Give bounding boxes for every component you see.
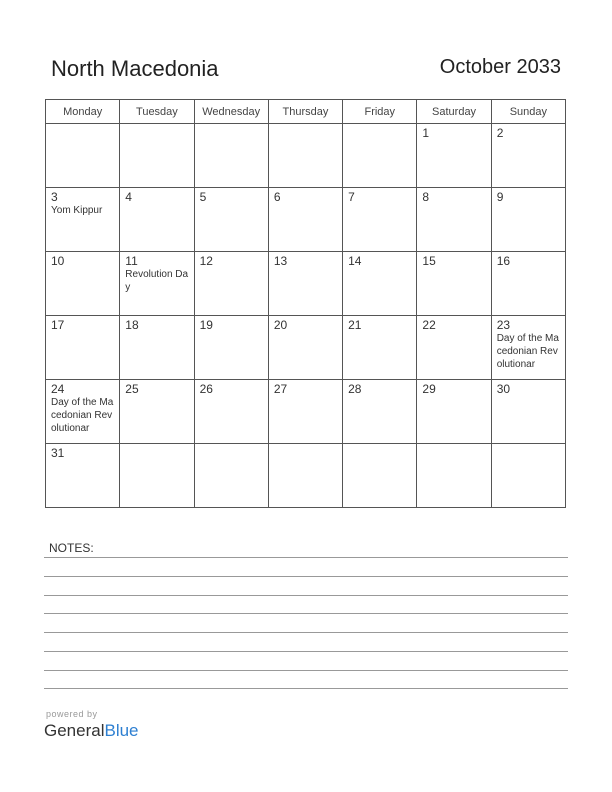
notes-line [44,670,568,671]
notes-line [44,632,568,633]
day-number: 6 [273,190,281,204]
day-number: 5 [199,190,207,204]
holiday-label: Day of the Macedonian Revolutionar [51,397,114,434]
day-cell [417,444,491,508]
day-cell [120,316,194,380]
day-cell [491,124,565,188]
day-cell [120,444,194,508]
weekday-header: Friday [343,100,417,124]
day-cell [268,124,342,188]
calendar-grid [45,99,566,508]
day-number: 15 [422,254,436,268]
day-cell [46,316,120,380]
day-number: 11 [125,254,138,268]
day-cell [268,380,342,444]
day-cell [343,444,417,508]
notes-line [44,595,568,596]
day-cell [491,252,565,316]
day-number: 31 [51,446,65,460]
day-cell [120,252,194,316]
day-cell [491,188,565,252]
day-number: 8 [422,190,430,204]
week-row [46,444,566,508]
day-number: 7 [348,190,355,204]
day-number: 20 [273,318,288,332]
week-row [46,316,566,380]
notes-line [44,613,568,614]
calendar-body [46,124,566,508]
day-cell [194,444,268,508]
day-number: 30 [496,382,511,396]
day-number: 22 [422,318,436,332]
day-cell [194,316,268,380]
powered-by-text: powered by [46,709,98,719]
day-cell [491,380,565,444]
day-number: 21 [348,318,362,332]
day-number: 9 [496,190,504,204]
weekday-header: Wednesday [194,100,268,124]
day-cell [194,124,268,188]
day-number: 17 [51,318,65,332]
day-cell [120,188,194,252]
day-cell [343,380,417,444]
day-cell [268,316,342,380]
day-number: 28 [348,382,362,396]
day-cell [194,252,268,316]
day-number: 29 [422,382,436,396]
day-cell [491,316,565,380]
holiday-label: Revolution Day [125,269,189,293]
day-number: 12 [199,254,213,268]
day-cell [343,124,417,188]
day-cell [46,188,120,252]
notes-line [44,557,568,558]
weekday-header-row [46,100,566,124]
day-cell [268,188,342,252]
notes-line [44,651,568,652]
weekday-header: Tuesday [120,100,194,124]
day-number: 25 [125,382,139,396]
notes-label: NOTES: [49,541,94,555]
day-number: 2 [496,126,504,140]
day-cell [343,252,417,316]
day-number: 14 [348,254,362,268]
day-cell [194,188,268,252]
day-cell [46,124,120,188]
day-cell [491,444,565,508]
day-number: 13 [273,254,288,268]
day-number: 3 [51,190,58,204]
brand-general: General [44,721,105,740]
day-cell [343,188,417,252]
brand-blue: Blue [104,721,139,740]
weekday-header: Sunday [491,100,565,124]
day-number: 18 [125,318,139,332]
notes-line [44,688,568,689]
brand-logo [44,721,139,741]
day-number: 1 [422,126,430,140]
week-row [46,124,566,188]
day-cell [46,444,120,508]
day-cell [417,252,491,316]
week-row [46,188,566,252]
day-cell [343,316,417,380]
day-number: 24 [51,382,65,396]
day-cell [417,380,491,444]
weekday-header: Saturday [417,100,491,124]
day-number: 10 [51,254,65,268]
day-number: 26 [199,382,213,396]
holiday-label: Day of the Macedonian Revolutionar [496,333,559,370]
day-number: 23 [496,318,511,332]
day-number: 19 [199,318,213,332]
notes-line [44,576,568,577]
day-cell [268,444,342,508]
week-row [46,252,566,316]
day-cell [46,380,120,444]
day-cell [417,124,491,188]
holiday-label: Yom Kippur [51,205,103,216]
day-cell [120,380,194,444]
day-cell [46,252,120,316]
day-cell [120,124,194,188]
weekday-header: Monday [46,100,120,124]
day-number: 4 [125,190,132,204]
day-number: 27 [273,382,288,396]
day-cell [417,188,491,252]
month-title: October 2033 [439,56,561,78]
page-title: North Macedonia [51,56,219,81]
day-number: 16 [496,254,511,268]
day-cell [417,316,491,380]
day-cell [194,380,268,444]
weekday-header: Thursday [268,100,342,124]
day-cell [268,252,342,316]
week-row [46,380,566,444]
